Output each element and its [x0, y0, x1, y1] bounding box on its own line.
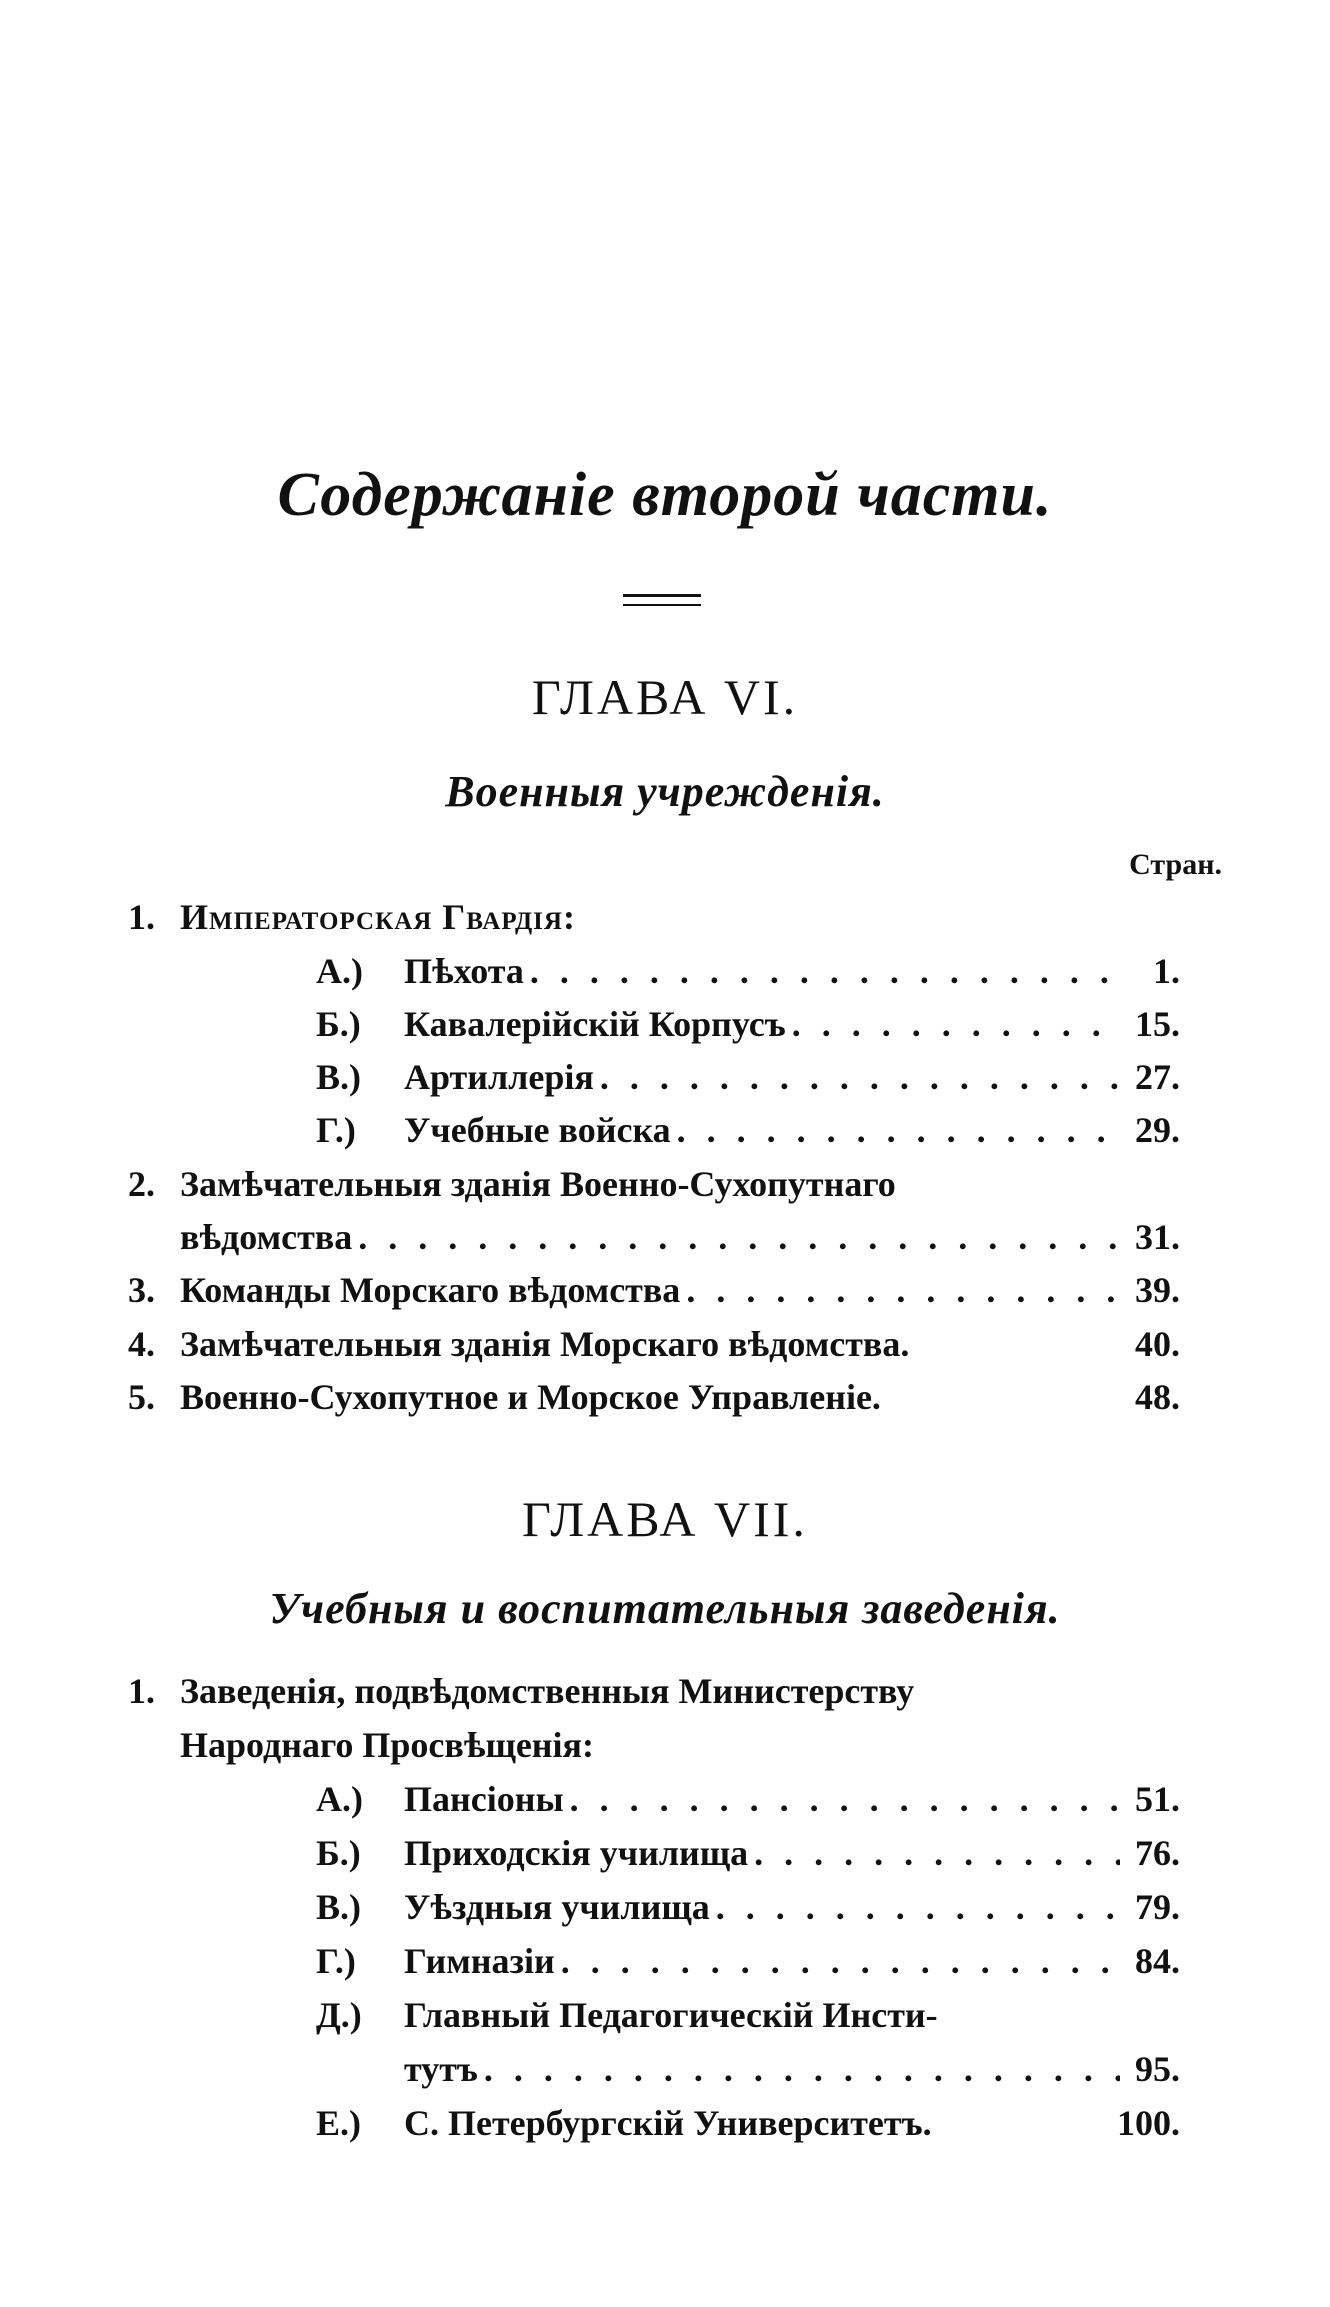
- entry-title: С. Петербургскій Университетъ.: [404, 2103, 932, 2143]
- entry-page: 27.: [1135, 1057, 1180, 1097]
- dot-leader: [478, 2048, 1120, 2090]
- entry-number: 3.: [128, 1270, 155, 1310]
- toc-entry: [128, 1670, 914, 1712]
- entry-number: 4.: [128, 1324, 155, 1364]
- entry-page: 40.: [1135, 1324, 1180, 1364]
- entry-page: 39.: [1135, 1270, 1180, 1310]
- entry-title: Заведенія, подвѣдомственныя Министерству: [180, 1671, 915, 1711]
- entry-number: 5.: [128, 1377, 155, 1417]
- entry-title: Кавалерійскій Корпусъ: [404, 1004, 786, 1044]
- toc-entry: [128, 1269, 1180, 1311]
- entry-title: Военно-Сухопутное и Морское Управленіе.: [180, 1377, 881, 1417]
- entry-page: 79.: [1135, 1887, 1180, 1927]
- toc-entry: [316, 1778, 1180, 1820]
- entry-title: Императорская Гвардія:: [180, 897, 576, 937]
- toc-entry: [128, 896, 576, 938]
- chapter-heading: ГЛАВА VII.: [522, 1491, 808, 1547]
- entry-title: вѣдомства: [180, 1217, 353, 1257]
- entry-title: Главный Педагогическій Инсти-: [404, 1995, 938, 2035]
- entry-title: Учебные войска: [404, 1110, 671, 1150]
- toc-entry: [128, 1376, 1180, 1418]
- toc-entry: [128, 1323, 1180, 1365]
- entry-title: Пѣхота: [404, 951, 524, 991]
- entry-title: Приходскія училища: [404, 1833, 749, 1873]
- entry-title: Замѣчательныя зданія Морскаго вѣдомства.: [180, 1324, 910, 1364]
- dot-leader: [680, 1269, 1120, 1311]
- entry-page: 29.: [1135, 1110, 1180, 1150]
- chapter-subtitle: Военныя учрежденія.: [445, 767, 885, 816]
- page-column-header: Стран.: [1129, 848, 1222, 881]
- chapter-subtitle: Учебныя и воспитательныя заведенія.: [269, 1584, 1061, 1633]
- entry-page: 1.: [1153, 951, 1180, 991]
- dot-leader: [671, 1109, 1120, 1151]
- toc-entry: [180, 1724, 594, 1766]
- title-rule-top: [623, 594, 701, 597]
- entry-letter: Г.): [316, 1941, 356, 1981]
- toc-entry: [316, 1886, 1180, 1928]
- entry-page: 95.: [1135, 2049, 1180, 2089]
- entry-letter: Б.): [316, 1004, 361, 1044]
- entry-title: Народнаго Просвѣщенія:: [180, 1725, 595, 1765]
- entry-page: 51.: [1135, 1779, 1180, 1819]
- entry-letter: В.): [316, 1887, 361, 1927]
- entry-title: Уѣздныя училища: [404, 1887, 710, 1927]
- dot-leader: [786, 1003, 1120, 1045]
- toc-entry: [316, 2102, 1180, 2144]
- dot-leader: [710, 1886, 1120, 1928]
- entry-number: 1.: [128, 1671, 155, 1711]
- entry-letter: В.): [316, 1057, 361, 1097]
- toc-entry: [404, 2048, 1180, 2090]
- dot-leader: [594, 1056, 1120, 1098]
- entry-page: 84.: [1135, 1941, 1180, 1981]
- toc-entry: [316, 1003, 1180, 1045]
- entry-letter: А.): [316, 1779, 363, 1819]
- toc-entry: [316, 1994, 938, 2036]
- entry-title: тутъ: [404, 2049, 478, 2089]
- dot-leader: [555, 1940, 1120, 1982]
- dot-leader: [748, 1832, 1120, 1874]
- entry-title: Пансіоны: [404, 1779, 564, 1819]
- entry-letter: Д.): [316, 1995, 362, 2035]
- entry-title: Гимназіи: [404, 1941, 555, 1981]
- entry-page: 76.: [1135, 1833, 1180, 1873]
- toc-entry: [316, 1940, 1180, 1982]
- entry-number: 2.: [128, 1164, 155, 1204]
- dot-leader: [352, 1216, 1120, 1258]
- toc-entry: [316, 1832, 1180, 1874]
- entry-page: 15.: [1135, 1004, 1180, 1044]
- toc-entry: [180, 1216, 1180, 1258]
- entry-title: Артиллерія: [404, 1057, 594, 1097]
- dot-leader: [564, 1778, 1120, 1820]
- entry-title: Замѣчательныя зданія Военно-Сухопутнаго: [180, 1164, 896, 1204]
- dot-leader: [524, 950, 1120, 992]
- entry-page: 100.: [1117, 2103, 1180, 2143]
- entry-letter: Г.): [316, 1110, 356, 1150]
- entry-letter: Е.): [316, 2103, 361, 2143]
- entry-number: 1.: [128, 897, 155, 937]
- chapter-heading: ГЛАВА VI.: [531, 669, 799, 725]
- toc-entry: [128, 1163, 896, 1205]
- entry-letter: А.): [316, 951, 363, 991]
- entry-title: Команды Морскаго вѣдомства: [180, 1270, 681, 1310]
- toc-entry: [316, 1109, 1180, 1151]
- toc-entry: [316, 950, 1180, 992]
- entry-letter: Б.): [316, 1833, 361, 1873]
- toc-entry: [316, 1056, 1180, 1098]
- title-rule-bottom: [623, 604, 701, 606]
- page-title: Содержаніе второй части.: [277, 461, 1053, 529]
- entry-page: 31.: [1135, 1217, 1180, 1257]
- entry-page: 48.: [1135, 1377, 1180, 1417]
